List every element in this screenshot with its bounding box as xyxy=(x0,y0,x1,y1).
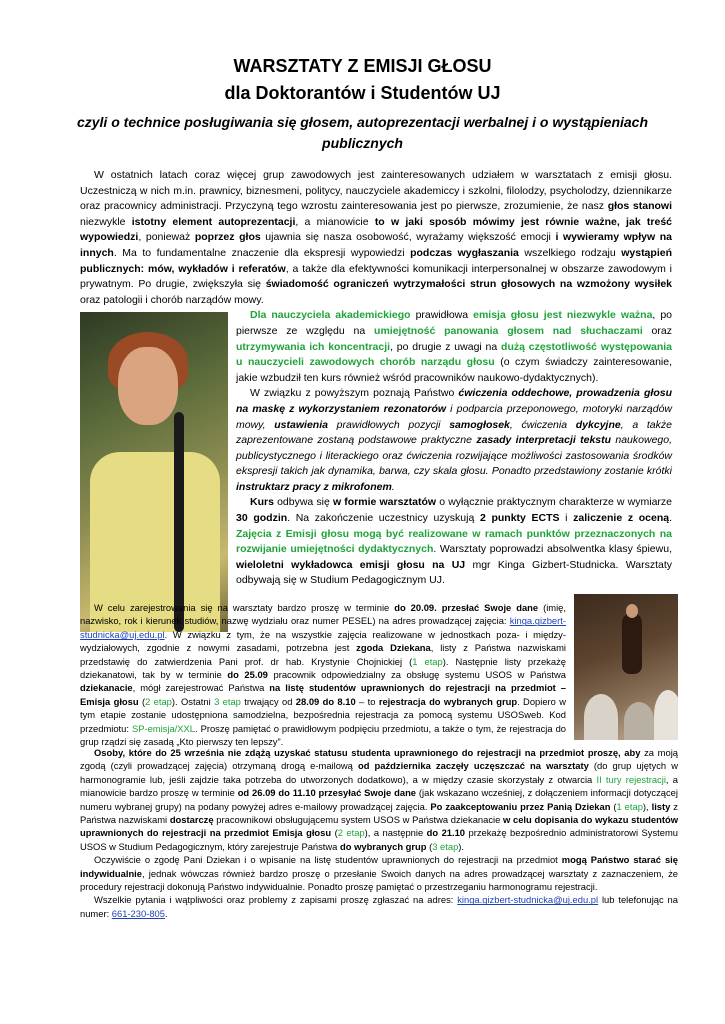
text-segment: (jak wskazano wcześniej, z dołączeniem informacji dotyczącej numeru wybranej grupy) na podany powyżej adres e-mailowy prowadzącej zajęcia. xyxy=(80,787,678,812)
text-segment: , po pierwsze ze względu na xyxy=(236,309,672,337)
text-segment: poprzez głos xyxy=(194,231,261,244)
text-segment: 30 godzin xyxy=(236,512,288,525)
text-segment: oraz patologii i chorób narządów mowy. xyxy=(80,293,264,306)
text-segment: 2 etap xyxy=(145,695,172,707)
text-segment: wystąpień publicznych: mów, wykładów i referatów xyxy=(80,246,672,275)
text-segment: ćwiczenia oddechowe, prowadzenia głosu na maskę z wykorzystaniem rezonatorów xyxy=(236,387,672,415)
text-segment: do 25.09 xyxy=(227,669,268,681)
text-segment: zgoda Dziekana xyxy=(356,642,431,654)
text-segment: instruktarz pracy z mikrofonem xyxy=(236,480,392,493)
text-segment: , ćwiczenia xyxy=(509,418,576,431)
text-segment: od 26.09 do 11.10 przesyłać Swoje dane xyxy=(237,787,417,799)
text-segment: W związku z powyższym poznają Państwo xyxy=(250,387,459,400)
text-segment: to w jaki sposób mówimy jest równie ważne, jak treść wypowiedzi xyxy=(80,215,673,244)
singer-photo xyxy=(80,312,228,632)
text-segment: , mógł zarejestrować Państwa xyxy=(132,682,270,694)
text-segment: wieloletni wykładowca emisji głosu na UJ xyxy=(236,558,466,571)
lecture-photo xyxy=(574,594,678,740)
text-segment: ( xyxy=(138,695,146,707)
text-segment: zaliczenie z oceną xyxy=(573,512,670,525)
text-segment: przekażę bezpośrednio administratorowi Systemu USOS w Studium Pedagogicznym, który zarejestruje Państwa xyxy=(80,827,678,852)
text-segment: , a także dla efektywności komunikacji interpersonalnej w obszarze zawodowym i prywatnym. Po drugie, zwiększyła się xyxy=(80,262,672,291)
text-segment: 1 etap xyxy=(412,655,443,667)
text-segment: dykcyjne xyxy=(575,418,621,431)
text-segment: ), xyxy=(642,800,652,812)
paragraph-intro xyxy=(80,168,672,308)
text-segment: ), a następnie xyxy=(364,827,427,839)
text-segment: Wszelkie pytania i wątpliwości oraz problemy z zapisami proszę zgłaszać na adres: xyxy=(94,894,458,906)
text-segment: umiejętność panowania głosem nad słuchaczami xyxy=(374,324,643,337)
text-segment: ). Ostatni xyxy=(171,695,215,707)
text-segment: mgr Kinga Gizbert-Studnicka. Warsztaty odbywają się w Studium Pedagogicznym UJ. xyxy=(236,558,672,587)
text-segment: dziekanacie xyxy=(80,682,133,694)
text-segment: odbywa się xyxy=(273,496,333,509)
text-segment: samogłosek xyxy=(449,418,510,431)
text-segment: do wybranych grup xyxy=(340,840,427,852)
email-link[interactable]: kinga.gizbert-studnicka@uj.edu.pl xyxy=(457,894,599,906)
text-segment: SP-emisja/XXL xyxy=(131,722,195,734)
text-segment: mogą Państwo starać się indywidualnie xyxy=(80,854,678,879)
email-link[interactable]: 661-230-805 xyxy=(111,907,165,919)
text-segment: 28.09 do 8.10 xyxy=(295,695,356,707)
text-segment: ustawienia xyxy=(274,418,328,431)
text-segment: W ostatnich latach coraz więcej grup zawodowych jest zainteresowanych udziałem w warsztatach z emisji głosu. Uczestniczą w nich m.in. prawnicy, biznesmeni, politycy, nauczyciele akademiccy i szkolni, filolodzy, psycholodzy, dziennikarze oraz pracownicy administracji. Przyczyną tego wzrostu zainteresowania jest po pierwsze, zrozumienie, że nasz xyxy=(80,169,672,213)
text-segment: i xyxy=(559,512,574,525)
text-segment: za moją zgodą (czyli prowadzącej zajęcia) otrzymaną drogą e-mailową xyxy=(80,747,679,772)
text-segment: w formie warsztatów xyxy=(332,496,437,509)
text-segment: . W związku z tym, że na wszystkie zajęcia realizowane w jednostkach poza- i między-wydziałowych, zgodnie z nowymi zasadami, potrzebna jest xyxy=(80,628,566,654)
text-segment: , a mianowicie bardzo proszę w terminie xyxy=(80,773,678,799)
text-segment: , jednak wówczas również bardzo proszę o przesłanie Swoich danych na adres prowadzącej warsztaty z zaznaczeniem, że procedury rejestracji dokonują Państwo indywidualnie. Ponadto proszę pamiętać o przestrzeganiu harmonogramu rejestracji. xyxy=(80,867,678,893)
text-segment: Oczywiście o zgodę Pani Dziekan i o wpisanie na listę studentów uprawnionych do rejestracji na przedmiot xyxy=(94,854,562,866)
text-segment: i wywieramy wpływ na innych xyxy=(80,231,673,259)
text-segment: Po zaakceptowaniu przez Panią Dziekan xyxy=(430,800,611,812)
text-segment: . Na zakończenie uczestnicy uzyskują xyxy=(287,512,480,525)
text-segment: . Warsztaty poprowadzi absolwentka klasy śpiewu, xyxy=(433,543,672,556)
text-segment: ( xyxy=(426,840,433,852)
paragraph-contact xyxy=(80,893,678,920)
text-segment: listy xyxy=(651,800,671,812)
text-segment: w celu dopisania do wykazu studentów uprawnionych do rejestracji na przedmiot Emisja głosu xyxy=(80,814,678,839)
text-segment: emisja głosu jest niezwykle ważna xyxy=(473,309,653,322)
text-segment: . xyxy=(669,512,672,525)
text-segment: . xyxy=(164,907,168,919)
text-segment: od października zaczęły uczęszczać na warsztaty xyxy=(358,760,589,772)
text-segment: ujawnia się nasza osobowość, wyrażamy większość emocji xyxy=(260,231,556,244)
text-segment: do 20.09. przesłać Swoje dane xyxy=(394,602,539,613)
text-segment: pracownik odpowiedzialny za obsługę systemu USOS w Państwa xyxy=(267,669,566,681)
text-segment: 2 etap xyxy=(337,827,365,839)
text-segment: Dla nauczyciela akademickiego xyxy=(250,309,411,322)
paragraph-late-registration xyxy=(80,746,678,853)
text-segment: świadomość ograniczeń wytrzymałości strun głosowych na wzmożony wysiłek xyxy=(265,278,672,291)
text-segment: rejestracja do wybranych grup xyxy=(378,695,518,707)
text-segment: wszelkiego rodzaju xyxy=(518,246,622,259)
text-segment: . Proszę pamiętać o prawidłowym podpięciu przedmiotu, a także o tym, że rejestracja do grup rządzi się zasadą „Kto pierwszy ten lepszy”. xyxy=(80,722,566,748)
email-link[interactable]: kinga.gizbert-studnicka@uj.edu.pl xyxy=(80,615,566,640)
text-segment: dostarczę xyxy=(169,814,214,826)
text-segment: oraz xyxy=(642,324,672,337)
paragraph-individual xyxy=(80,853,678,893)
text-segment: prawidłowych pozycji xyxy=(327,418,450,431)
subtitle: czyli o technice posługiwania się głosem, autoprezentacji werbalnej i o wystąpieniach publicznych xyxy=(76,114,649,151)
text-segment: niezwykle xyxy=(80,215,132,228)
text-segment: Zajęcia z Emisji głosu mogą być realizowane w ramach punktów przeznaczonych na rozwijanie umiejętności dydaktycznych xyxy=(236,527,672,556)
text-segment: II tury rejestracji xyxy=(596,773,666,785)
title-line-2: dla Doktorantów i Studentów UJ xyxy=(224,83,501,103)
text-segment: trwający od xyxy=(240,695,296,707)
text-segment: (imię, nazwisko, rok i kierunek studiów, nazwę wydziału oraz numer PESEL) na adres prowadzącej zajęcia: xyxy=(80,602,566,627)
text-segment: lub telefonując na numer: xyxy=(80,894,678,919)
text-segment: i podparcia przeponowego, motoryki narządów mowy, xyxy=(236,402,672,431)
text-segment: z Państwa nazwiskami xyxy=(80,800,678,826)
text-segment: na listę studentów uprawnionych do rejestracji na przedmiot – Emisja głosu xyxy=(80,682,566,707)
text-segment: , a także zaprezentowane zostaną podstawowe praktyczne xyxy=(236,418,672,447)
text-segment: do 21.10 xyxy=(426,827,466,839)
text-segment: , listy z Państwa nazwiskami przedstawię do zatwierdzenia Pani prof. dr hab. Krystynie Chojnickiej ( xyxy=(80,642,566,667)
text-segment: ). Następnie listy przekażę dziekanatowi, tak by w terminie xyxy=(80,655,566,681)
text-segment: ( xyxy=(331,827,338,839)
text-segment: naukowego, publicystycznego i literackiego oraz ćwiczenia rozwijające możliwości zastosowania środków ekspresji takich jak dynamika, barwa, czy skala głosu. Ponadto przedstawiony zostanie krótki xyxy=(236,434,673,478)
registration-section xyxy=(80,601,678,748)
text-segment: istotny element autoprezentacji xyxy=(131,215,296,228)
text-segment: W celu zarejestrowania się na warsztaty bardzo proszę w terminie xyxy=(94,602,395,613)
text-segment: podczas wygłaszania xyxy=(410,246,519,259)
text-segment: Osoby, które do 25 września nie zdążą uzyskać statusu studenta uprawnionego do rejestracji na przedmiot proszę, aby xyxy=(94,747,641,758)
text-segment: utrzymywania ich koncentracji xyxy=(236,340,391,353)
text-segment: – to xyxy=(355,695,379,707)
text-segment: dużą częstotliwość występowania u nauczycieli zawodowych chorób narządu głosu xyxy=(236,340,673,369)
text-segment: , po drugie z uwagi na xyxy=(390,340,502,353)
text-segment: ). xyxy=(458,840,465,852)
text-segment: 3 etap xyxy=(432,840,459,852)
text-segment: , ponieważ xyxy=(138,231,195,244)
text-segment: , a mianowicie xyxy=(295,215,375,228)
text-segment: zasady interpretacji tekstu xyxy=(476,434,612,447)
additional-section xyxy=(80,746,678,920)
text-segment: pracownikowi obsługującemu system USOS w Państwa dziekanacie xyxy=(213,814,504,826)
intro-section xyxy=(80,168,672,634)
text-segment: prawidłowa xyxy=(410,309,474,322)
text-segment: . xyxy=(391,480,395,493)
text-segment: (do grup ujętych w harmonogramie lub, jeśli zajdzie taka potrzeba do utworzonych dodatkowo), a w między czasie skorzystały z otwarcia xyxy=(80,760,678,785)
text-segment: 3 etap xyxy=(214,695,241,707)
text-segment: . Ma to fundamentalne znaczenie dla ekspresji wypowiedzi xyxy=(113,246,411,259)
text-segment: . Dopiero w tym etapie zostanie udostępniona samodzielna, bezpośrednia rejestracja za pomocą systemu USOSweb. Kod przedmiotu: xyxy=(80,695,567,734)
text-segment: (o czym świadczy zainteresowanie, jakie wzbudził ten kurs również wśród pracowników naukowo-dydaktycznych). xyxy=(236,356,672,384)
text-segment: głos stanowi xyxy=(607,200,673,213)
text-segment: 1 etap xyxy=(616,800,643,812)
text-segment: ( xyxy=(610,800,617,812)
text-segment: o wyłącznie praktycznym charakterze w wymiarze xyxy=(436,496,672,509)
title-line-1: WARSZTATY Z EMISJI GŁOSU xyxy=(233,56,492,76)
text-segment: Kurs xyxy=(250,496,274,509)
text-segment: 2 punkty ECTS xyxy=(479,512,560,525)
